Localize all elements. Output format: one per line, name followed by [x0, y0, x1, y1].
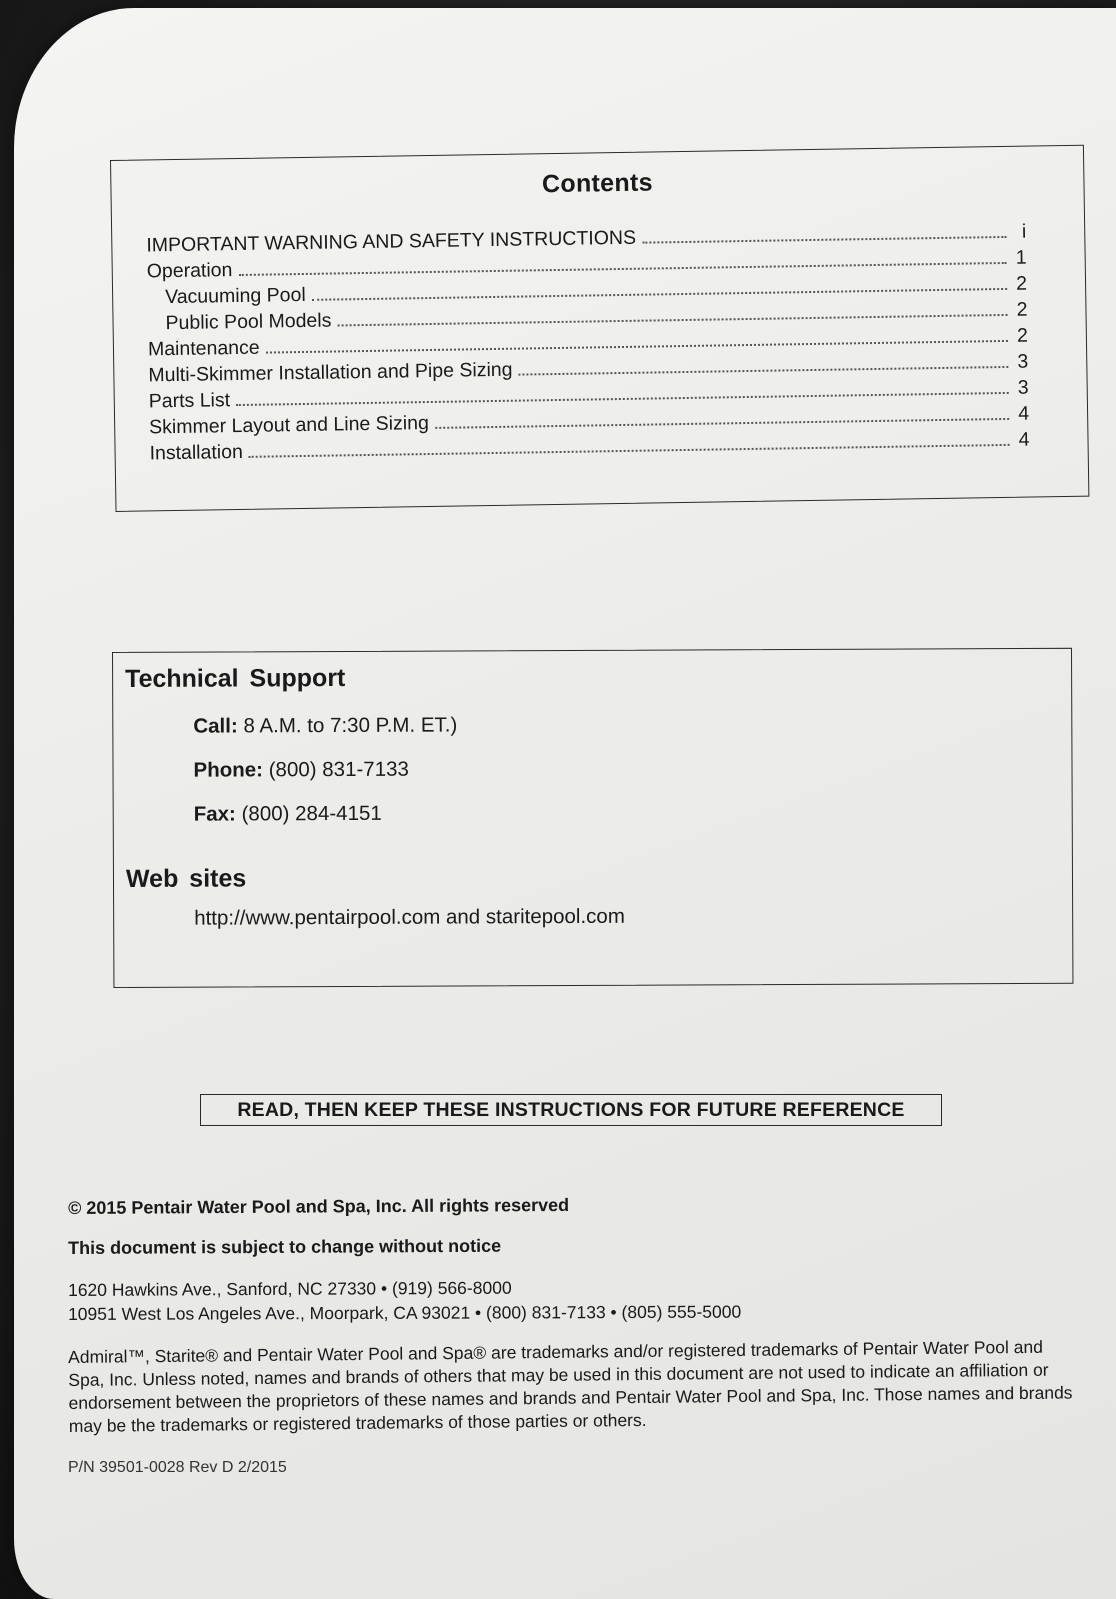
part-number: P/N 39501-0028 Rev D 2/2015	[68, 1459, 287, 1476]
toc-entry-page: 3	[1017, 350, 1029, 373]
toc-entry-label: Vacuuming Pool	[164, 283, 306, 309]
toc-entry-page: i	[1021, 220, 1027, 243]
toc-dot-leader	[435, 418, 1009, 429]
address-moorpark: 10951 West Los Angeles Ave., Moorpark, CA 93021 • (800) 831-7133 • (805) 555-5000	[68, 1301, 742, 1324]
toc-entry-page: 1	[1015, 246, 1027, 269]
toc-entry-label: Public Pool Models	[165, 309, 332, 335]
toc-dot-leader	[337, 314, 1007, 327]
toc-dot-leader	[249, 444, 1010, 458]
call-label: Call:	[193, 714, 238, 738]
technical-support-heading: Technical Support	[125, 663, 346, 693]
change-notice-line: This document is subject to change without notice	[68, 1235, 502, 1258]
web-sites-value: http://www.pentairpool.com and staritepool.com	[194, 904, 625, 930]
toc-entry-label: Multi-Skimmer Installation and Pipe Sizing	[148, 358, 513, 387]
trademark-notice: Admiral™, Starite® and Pentair Water Pool and Spa® are trademarks and/or registered trademarks of Pentair Water Pool and Spa, Inc. Unless noted, names and brands of others that may be used in this document are not used to indicate an affiliation or endorsement between the proprietors of these names and brands and Pentair Water Pool and Spa, Inc. Those names and brands may be the trademarks or registered trademarks of those parties or others.	[68, 1336, 1073, 1436]
call-hours-value: 8 A.M. to 7:30 P.M. ET.)	[243, 713, 458, 738]
toc-entry-page: 4	[1018, 402, 1030, 425]
web-sites-heading: Web sites	[125, 864, 247, 893]
keep-instructions-notice: READ, THEN KEEP THESE INSTRUCTIONS FOR FUTURE REFERENCE	[200, 1094, 942, 1126]
toc-entry-label: Operation	[146, 259, 233, 283]
toc-entry-label: Maintenance	[147, 336, 260, 361]
phone-label: Phone:	[193, 758, 264, 782]
fax-label: Fax:	[193, 802, 236, 826]
call-hours-line	[193, 713, 457, 738]
toc-entry-label: Skimmer Layout and Line Sizing	[149, 412, 429, 439]
table-of-contents	[146, 221, 1030, 469]
phone-line	[193, 758, 408, 783]
toc-entry-page: 4	[1018, 428, 1030, 451]
fax-value: (800) 284-4151	[241, 801, 382, 826]
fax-line	[194, 802, 382, 827]
phone-value: (800) 831-7133	[268, 757, 409, 782]
toc-entry-label: Installation	[149, 440, 244, 465]
contents-box	[110, 145, 1089, 512]
technical-support-box	[112, 648, 1073, 988]
toc-dot-leader	[312, 288, 1007, 301]
toc-entry-page: 2	[1016, 272, 1028, 295]
toc-entry-page: 3	[1017, 376, 1029, 399]
toc-dot-leader	[266, 340, 1008, 354]
contents-title: Contents	[541, 168, 653, 199]
toc-dot-leader	[642, 236, 1006, 244]
toc-entry-label: IMPORTANT WARNING AND SAFETY INSTRUCTIONS	[146, 226, 637, 257]
address-sanford: 1620 Hawkins Ave., Sanford, NC 27330 • (919) 566-8000	[68, 1277, 512, 1300]
toc-entry-page: 2	[1016, 324, 1029, 347]
toc-entry-label: Parts List	[148, 389, 231, 413]
toc-dot-leader	[519, 366, 1009, 376]
toc-entry-page: 2	[1016, 298, 1028, 321]
copyright-line: © 2015 Pentair Water Pool and Spa, Inc. All rights reserved	[68, 1194, 570, 1218]
